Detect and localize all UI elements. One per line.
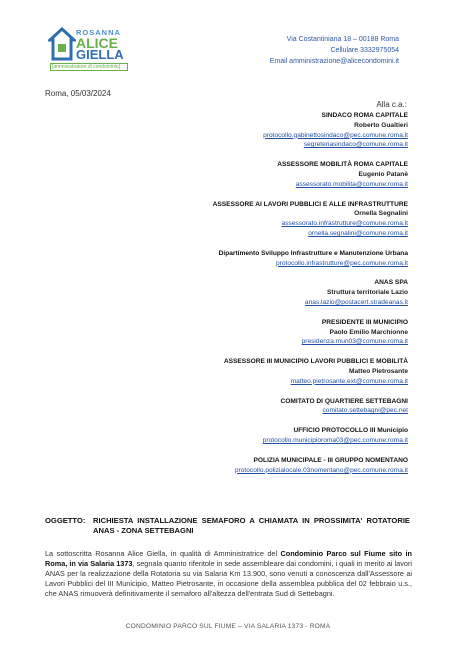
body-text-1: La sottoscritta Rosanna Alice Giella, in qualità di Amministratrice del bbox=[45, 549, 281, 558]
recipient-email[interactable]: segreteriasindaco@comune.roma.it bbox=[303, 141, 408, 149]
recipient-name: Struttura territoriale Lazio bbox=[327, 289, 408, 297]
recipient-email[interactable]: protocollo.gabinettosindaco@pec.comune.roma.it bbox=[263, 131, 408, 139]
recipient-block bbox=[88, 249, 408, 269]
recipient-name: Eugenio Patanè bbox=[358, 170, 408, 178]
recipient-title: ANAS SPA bbox=[374, 279, 408, 287]
recipient-title: PRESIDENTE III MUNICIPIO bbox=[321, 318, 408, 326]
logo-tagline: [amministratore di condominio] bbox=[50, 63, 128, 71]
recipient-title: UFFICIO PROTOCOLLO III Municipio bbox=[293, 427, 408, 435]
sender-contact bbox=[270, 34, 399, 67]
recipient-title: ASSESSORE AI LAVORI PUBBLICI E ALLE INFRASTRUTTURE bbox=[212, 200, 408, 208]
recipient-email[interactable]: protocollo.municipioroma03@pec.comune.roma.it bbox=[262, 436, 408, 444]
recipient-email[interactable]: presidenza.mun03@comune.roma.it bbox=[301, 338, 408, 346]
recipient-block bbox=[88, 160, 408, 189]
recipient-block bbox=[88, 318, 408, 347]
logo-line-3: GIELLA bbox=[76, 47, 124, 62]
subject-text: RICHIESTA INSTALLAZIONE SEMAFORO A CHIAMATA IN PROSSIMITA' ROTATORIE ANAS - ZONA SETTEBAGNI bbox=[93, 516, 410, 535]
recipient-title: Dipartimento Sviluppo Infrastrutture e Manutenzione Urbana bbox=[218, 249, 408, 257]
recipient-email[interactable]: assessorato.infrastrutture@comune.roma.it bbox=[281, 220, 408, 228]
recipient-email[interactable]: anas.lazio@postacert.stradeanas.it bbox=[304, 298, 408, 306]
recipient-block bbox=[88, 456, 408, 476]
recipient-name: Roberto Gualtieri bbox=[354, 121, 408, 129]
recipient-email[interactable]: protocollo.polizialocale.03nomentano@pec.comune.roma.it bbox=[234, 466, 408, 474]
recipient-block bbox=[88, 397, 408, 417]
subject-label: OGGETTO: bbox=[45, 516, 86, 525]
page-footer: CONDOMINIO PARCO SUL FIUME – VIA SALARIA 1373 - ROMA bbox=[125, 623, 331, 630]
recipient-email[interactable]: matteo.pietrosante.ext@comune.roma.it bbox=[290, 377, 408, 385]
sender-email[interactable]: Email amministrazione@alicecondomini.it bbox=[269, 58, 399, 65]
logo bbox=[48, 27, 126, 73]
recipient-title: COMITATO DI QUARTIERE SETTEBAGNI bbox=[280, 397, 408, 405]
recipient-title: ASSESSORE MOBILITÀ ROMA CAPITALE bbox=[277, 161, 408, 169]
recipient-title: POLIZIA MUNICIPALE - III GRUPPO NOMENTANO bbox=[253, 456, 408, 464]
recipient-block bbox=[88, 357, 408, 386]
sender-phone: Cellulare 3332975054 bbox=[330, 47, 399, 54]
recipient-email[interactable]: assessorato.mobilita@comune.roma.it bbox=[295, 180, 408, 188]
recipient-title: ASSESSORE III MUNICIPIO LAVORI PUBBLICI E MOBILITÀ bbox=[223, 358, 408, 366]
recipient-name: Paolo Emilio Marchionne bbox=[329, 328, 408, 336]
recipient-block bbox=[88, 200, 408, 239]
logo-line-2: ALICE bbox=[76, 35, 118, 51]
recipient-list bbox=[88, 111, 408, 485]
recipient-block bbox=[88, 426, 408, 446]
recipient-block bbox=[88, 278, 408, 307]
recipient-email[interactable]: protocollo.infrastrutture@pec.comune.roma.it bbox=[275, 259, 408, 267]
body-condominio: Condominio Parco sul Fiume sito in Roma, in via Salaria 1373 bbox=[45, 549, 412, 568]
alla-attenzione: Alla c.a.: bbox=[376, 100, 407, 109]
recipient-title: SINDACO ROMA CAPITALE bbox=[321, 112, 408, 119]
body-text-2: , segnala quanto riferitole in sede assembleare dai condomini, i quali in merito ai lavori ANAS per la realizzazione della Rotatoria su via Salaria Km 13.900, sono venuti a conoscenza dall'Assessore ai Lavori Pubblici del III Municipio, Matteo Pietrosante, in occasione della assemblea pubblica del 02 febbraio u.s., che ANAS rimuoverà definitivamente il semaforo all'altezza dell'entrata Sud di Settebagni. bbox=[45, 559, 412, 598]
recipient-name: Matteo Pietrosante bbox=[349, 367, 408, 375]
house-logo-icon bbox=[48, 27, 76, 61]
recipient-name: Ornella Segnalini bbox=[354, 210, 408, 218]
letter-date: Roma, 05/03/2024 bbox=[45, 89, 111, 98]
recipient-block bbox=[88, 111, 408, 150]
recipient-email[interactable]: comitato.settebagni@pec.net bbox=[322, 407, 408, 415]
logo-line-1: ROSANNA bbox=[76, 28, 121, 37]
body-paragraph bbox=[45, 549, 412, 599]
recipient-email[interactable]: ornella.segnalini@comune.roma.it bbox=[308, 229, 408, 237]
sender-address: Via Costantiniana 18 – 00188 Roma bbox=[286, 36, 399, 43]
